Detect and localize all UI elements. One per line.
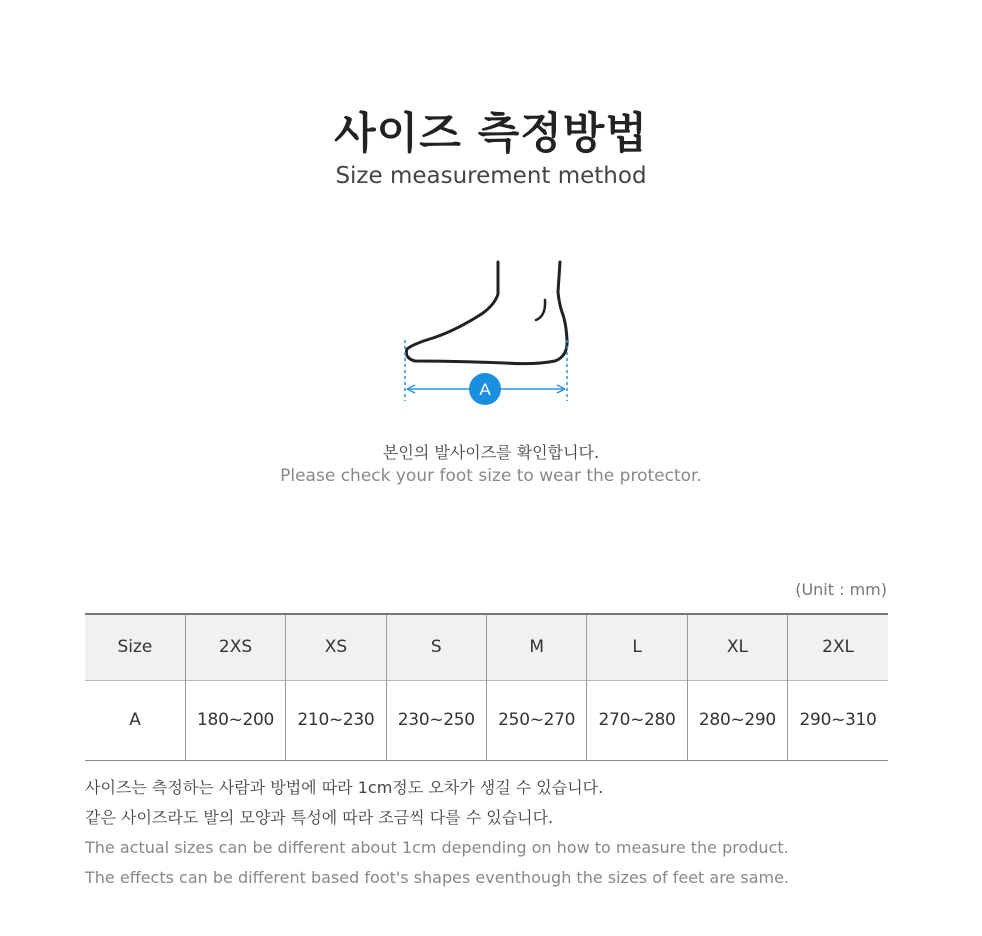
- value-cell: 180~200: [185, 680, 285, 760]
- note-korean-2: 같은 사이즈라도 발의 모양과 특성에 따라 조금씩 다를 수 있습니다.: [85, 808, 554, 827]
- caption-korean: 본인의 발사이즈를 확인합니다.: [382, 443, 600, 462]
- size-header-cell: Size: [117, 637, 153, 658]
- measure-marker-label: A: [479, 380, 491, 399]
- size-column-xs: XS: [286, 614, 386, 680]
- table-row: [85, 680, 888, 760]
- size-column-s: S: [386, 614, 486, 680]
- value-cell: 290~310: [788, 680, 888, 760]
- note-korean-1: 사이즈는 측정하는 사람과 방법에 따라 1cm정도 오차가 생길 수 있습니다.: [85, 778, 604, 797]
- value-cell: 250~270: [487, 680, 587, 760]
- foot-side-view-icon: [395, 258, 580, 408]
- size-column-m: M: [487, 614, 587, 680]
- size-column-xl: XL: [687, 614, 787, 680]
- note-english-1: The actual sizes can be different about 1cm depending on how to measure the product.: [85, 838, 789, 857]
- notes: [85, 773, 905, 893]
- caption-english: Please check your foot size to wear the protector.: [280, 466, 702, 486]
- page-title: 사이즈 측정방법: [334, 109, 648, 159]
- value-cell: 280~290: [687, 680, 787, 760]
- page-subtitle: Size measurement method: [335, 163, 647, 189]
- size-column-2xs: 2XS: [185, 614, 285, 680]
- unit-label: (Unit : mm): [795, 580, 887, 599]
- row-label: A: [129, 710, 141, 730]
- value-cell: 270~280: [587, 680, 687, 760]
- note-english-2: The effects can be different based foot's shapes eventhough the sizes of feet are same.: [85, 868, 790, 887]
- size-header-row: [85, 614, 888, 680]
- value-cell: 210~230: [286, 680, 386, 760]
- size-table: [85, 613, 888, 761]
- size-column-2xl: 2XL: [788, 614, 888, 680]
- size-column-l: L: [587, 614, 687, 680]
- value-cell: 230~250: [386, 680, 486, 760]
